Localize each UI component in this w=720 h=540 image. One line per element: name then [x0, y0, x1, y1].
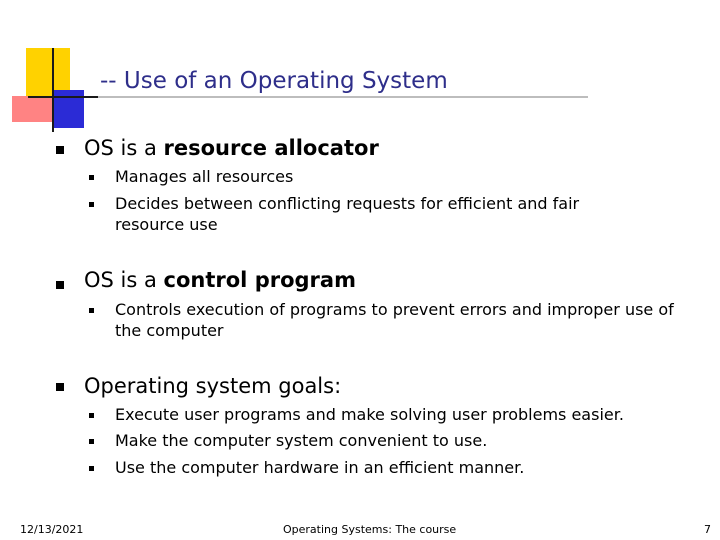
- list-item: Make the computer system convenient to use.: [115, 431, 488, 450]
- bullet-small-icon: [89, 466, 94, 471]
- section-heading: [84, 374, 341, 398]
- logo-red-square: [12, 96, 52, 122]
- list-item: Manages all resources: [115, 167, 294, 186]
- heading-text: OS is a: [84, 136, 164, 160]
- heading-text: OS is a: [84, 268, 164, 292]
- footer-date: 12/13/2021: [20, 523, 84, 536]
- list-item: Decides between conflicting requests for efficient and fair resource use: [115, 194, 580, 234]
- heading-text: Operating system goals:: [84, 374, 342, 398]
- page-number: 7: [704, 523, 711, 536]
- list-item: Controls execution of programs to prevent errors and improper use of the computer: [115, 300, 674, 340]
- logo-yellow-square: [26, 48, 70, 96]
- title-rule: [28, 96, 588, 98]
- bullet-small-icon: [89, 202, 94, 207]
- bullet-small-icon: [89, 175, 94, 180]
- logo-vertical-line: [52, 48, 54, 132]
- section-heading: [84, 136, 379, 160]
- title-rule-accent: [28, 96, 98, 98]
- list-item: Execute user programs and make solving user problems easier.: [115, 405, 624, 424]
- heading-bold-text: resource allocator: [163, 136, 379, 160]
- bullet-square-icon: [56, 146, 64, 154]
- bullet-square-icon: [56, 281, 64, 289]
- footer-title: Operating Systems: The course: [283, 523, 457, 536]
- section-heading: [84, 268, 356, 292]
- bullet-square-icon: [56, 383, 64, 391]
- slide-title: -- Use of an Operating System: [100, 68, 448, 94]
- bullet-small-icon: [89, 308, 94, 313]
- list-item: Use the computer hardware in an efficient manner.: [115, 458, 525, 477]
- bullet-small-icon: [89, 413, 94, 418]
- bullet-small-icon: [89, 439, 94, 444]
- heading-bold-text: control program: [163, 268, 356, 292]
